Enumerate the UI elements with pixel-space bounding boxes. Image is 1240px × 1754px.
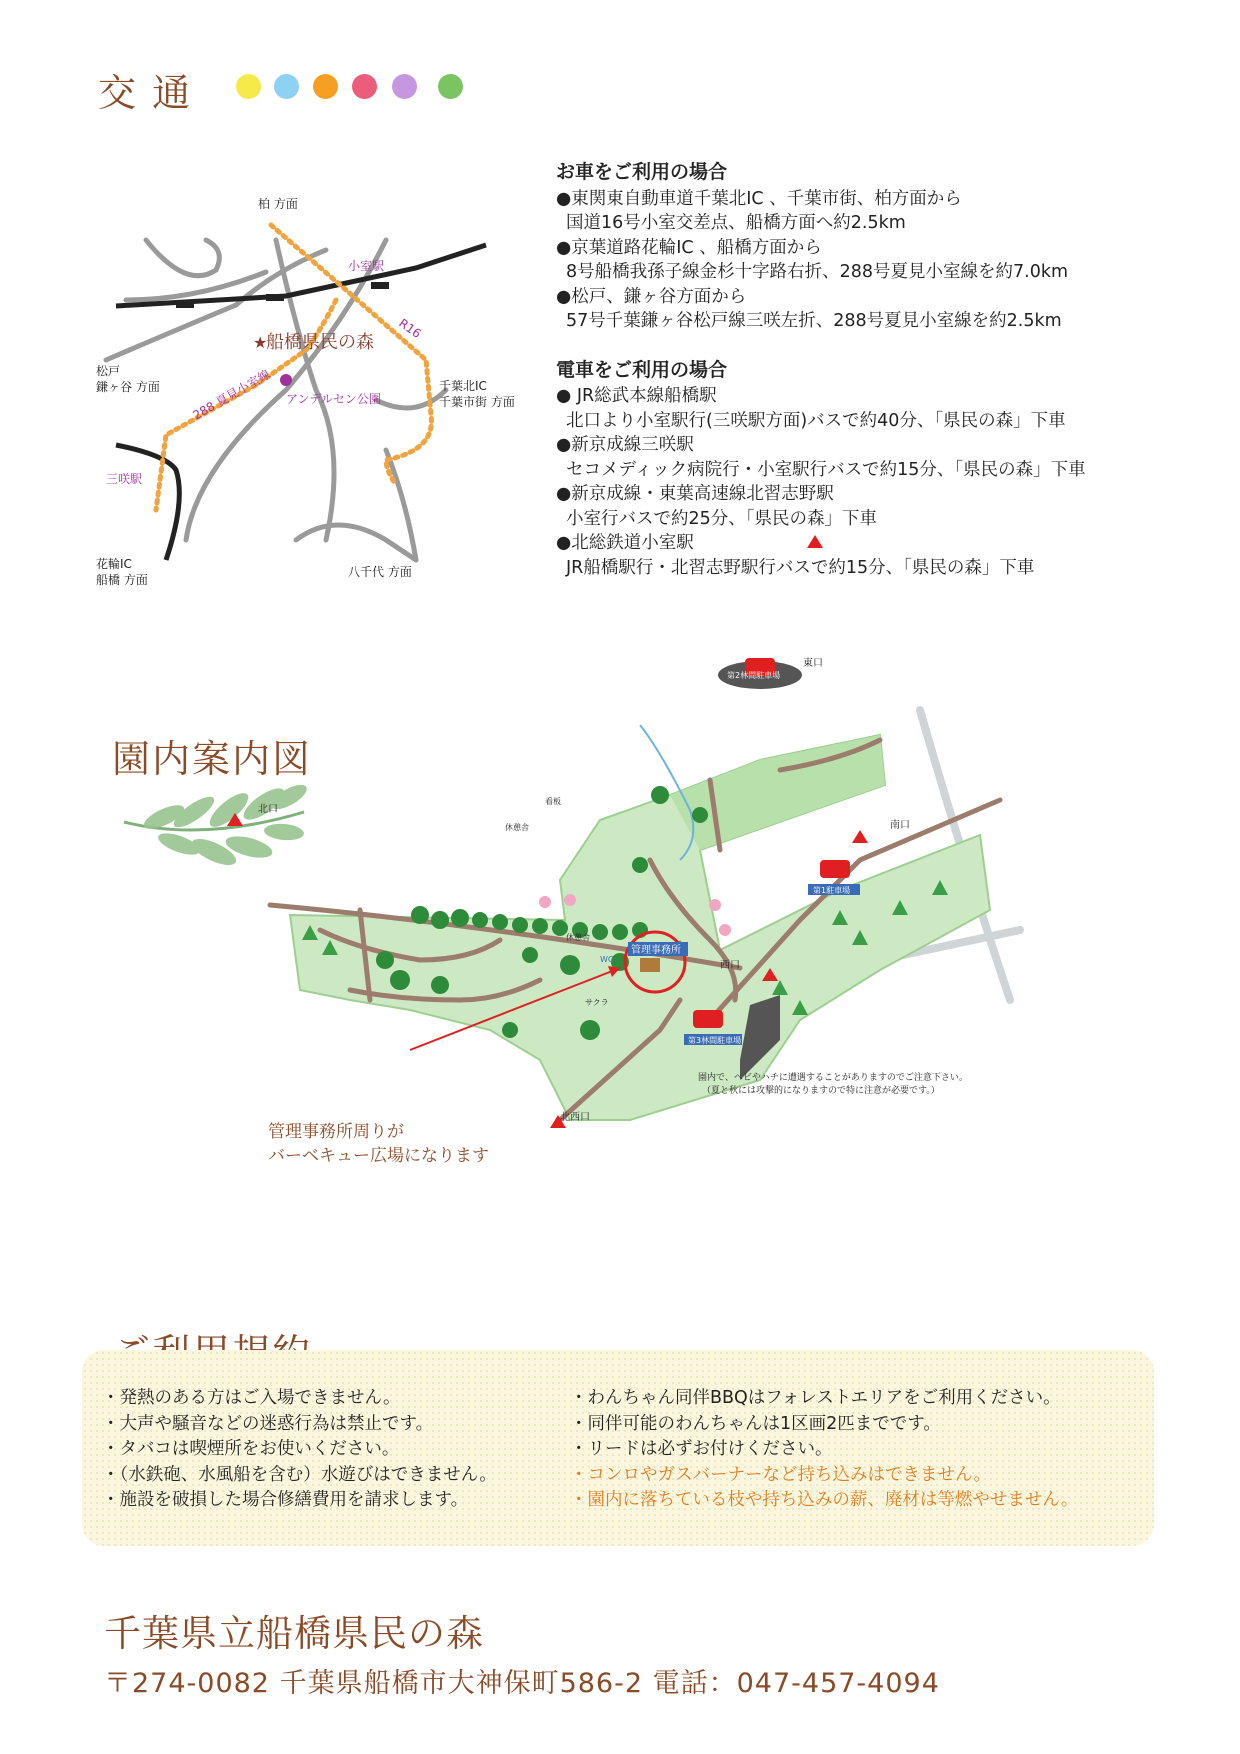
- rule-item: ・施設を破損した場合修繕費用を請求します。: [102, 1490, 469, 1511]
- map-label-kamagaya: 鎌ヶ谷 方面: [96, 380, 160, 394]
- bbq-callout-line: 管理事務所周りが: [268, 1122, 404, 1142]
- rule-item: ・タバコは喫煙所をお使いください。: [102, 1439, 400, 1460]
- office-label: 管理事務所: [631, 945, 681, 956]
- access-title: 交 通: [98, 71, 193, 115]
- map-label-hanawa: 花輪IC: [96, 557, 132, 571]
- rule-item: ・発熱のある方はご入場できません。: [102, 1388, 401, 1408]
- blue-dot-icon: [274, 74, 299, 99]
- car-line: 国道16号小室交差点、船橋方面へ約2.5km: [566, 213, 906, 233]
- sakura-label: サクラ: [585, 998, 609, 1007]
- rules-right: [570, 1386, 1078, 1514]
- rule-item: ・大声や騒音などの迷惑行為は禁止です。: [102, 1413, 434, 1434]
- park-map-title: 園内案内図: [112, 737, 313, 781]
- map-label-chibakita: 千葉北IC: [439, 379, 487, 393]
- train-line: ●新京成線・東葉高速線北習志野駅: [556, 484, 834, 504]
- train-heading: 電車をご利用の場合: [556, 358, 728, 381]
- map-label-komuro: 小室駅: [348, 259, 385, 273]
- map-label-funabashi: 船橋 方面: [96, 573, 148, 587]
- map-label-yachiyo: 八千代 方面: [348, 565, 412, 579]
- train-line: 小室行バスで約25分、「県民の森」下車: [566, 508, 878, 529]
- purple-dot-icon: [392, 74, 417, 99]
- pink-dot-icon: [352, 74, 377, 99]
- rest-label: 休憩舎: [566, 933, 590, 942]
- map-label-andersen: アンデルセン公園: [286, 392, 381, 406]
- train-line: ●北総鉄道小室駅: [556, 533, 694, 553]
- west-gate-label: 西口: [720, 960, 740, 971]
- map-label-r16: R16: [396, 315, 424, 341]
- northwest-gate-label: 北西口: [560, 1112, 590, 1123]
- route-map: [86, 197, 546, 590]
- map-label-misaki: 三咲駅: [106, 472, 143, 486]
- star-icon: ★: [253, 333, 268, 352]
- car-line: ●東関東自動車道千葉北IC 、千葉市街、柏方面から: [556, 188, 962, 209]
- rule-item-warning: ・コンロやガスバーナーなど持ち込みはできません。: [570, 1464, 992, 1485]
- car-line: ●松戸、鎌ヶ谷方面から: [556, 286, 747, 307]
- rules-box: [82, 1350, 1154, 1546]
- rule-item: ・同伴可能のわんちゃんは1区画2匹までです。: [570, 1413, 941, 1434]
- south-gate-label: 南口: [890, 820, 910, 831]
- car-line: 8号船橋我孫子線金杉十字路右折、288号夏見小室線を約7.0km: [566, 262, 1069, 282]
- rule-item-warning: ・園内に落ちている枝や持ち込みの薪、廃材は等燃やせません。: [570, 1490, 1079, 1511]
- rule-item: ・（水鉄砲、水風船を含む）水遊びはできません。: [102, 1464, 497, 1485]
- parking1-label: 第1駐車場: [813, 886, 851, 895]
- train-line: 北口より小室駅行(三咲駅方面)バスで約40分、「県民の森」下車: [566, 410, 1066, 431]
- parking3-label: 第3林間駐車場: [688, 1036, 742, 1045]
- parking2-label: 第2林間駐車場: [727, 671, 781, 680]
- facility-name: 千葉県立船橋県民の森: [104, 1612, 484, 1655]
- map-label-park: 船橋県民の森: [266, 332, 374, 353]
- bbq-callout-line: バーベキュー広場になります: [268, 1146, 489, 1166]
- car-heading: お車をご利用の場合: [556, 161, 728, 183]
- access-info: [556, 160, 1216, 580]
- rules-left: [102, 1386, 497, 1514]
- train-line: JR船橋駅行・北習志野駅行バスで約15分、「県民の森」下車: [566, 557, 1035, 578]
- map-label-288: 288 夏見小室線: [190, 367, 273, 423]
- train-line: セコメディック病院行・小室駅行バスで約15分、「県民の森」下車: [566, 459, 1086, 480]
- yellow-dot-icon: [236, 74, 261, 99]
- car-line: 57号千葉鎌ヶ谷松戸線三咲左折、288号夏見小室線を約2.5km: [566, 311, 1062, 331]
- warning-line: 園内で、ヘビやハチに遭遇することがありますのでご注意下さい。: [698, 1073, 968, 1083]
- map-label-matsudo: 松戸: [96, 364, 121, 378]
- train-line: ● JR総武本線船橋駅: [556, 386, 717, 406]
- map-label-kashiwa: 柏 方面: [258, 197, 298, 211]
- rule-item: ・リードは必ずお付けください。: [570, 1439, 833, 1460]
- rule-item: ・わんちゃん同伴BBQはフォレストエリアをご利用ください。: [570, 1388, 1061, 1408]
- wc-label: WC: [600, 955, 614, 964]
- east-gate-label: 東口: [803, 658, 823, 669]
- bbq-callout: [268, 1120, 489, 1168]
- car-line: ●京葉道路花輪IC 、船橋方面から: [556, 237, 822, 258]
- map-label-chibashigai: 千葉市街 方面: [439, 395, 515, 409]
- facility-address: 〒274-0082 千葉県船橋市大神保町586-2 電話：047-457-4094: [104, 1668, 940, 1699]
- kanban-label: 看板: [545, 797, 561, 806]
- green-dot-icon: [438, 74, 463, 99]
- train-line: ●新京成線三咲駅: [556, 435, 694, 455]
- orange-dot-icon: [313, 74, 338, 99]
- warning-line: （夏と秋には攻撃的になりますので特に注意が必要です。）: [702, 1086, 940, 1096]
- rest-label: 休憩舎: [505, 823, 529, 832]
- north-gate-label: 北口: [258, 804, 278, 815]
